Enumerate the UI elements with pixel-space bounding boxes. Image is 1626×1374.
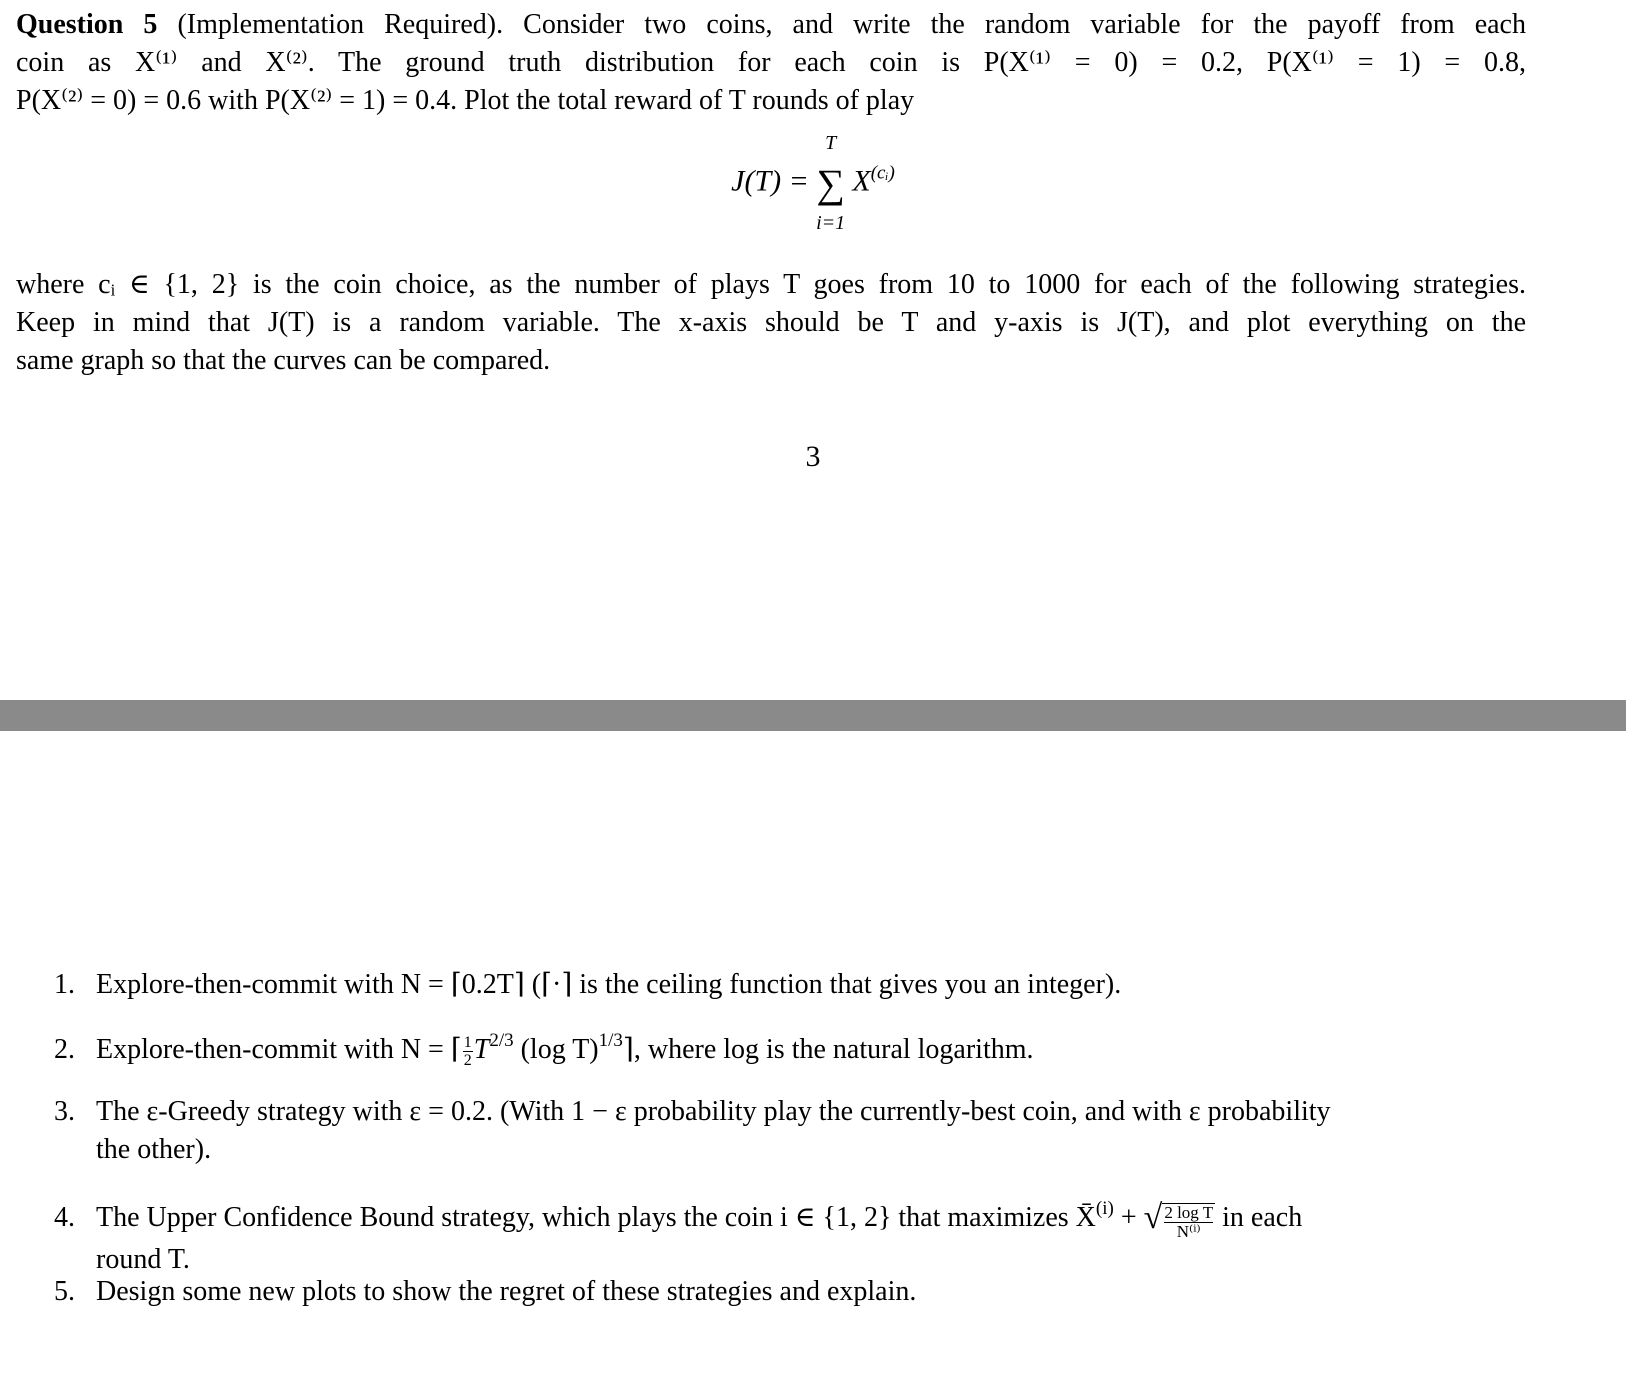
square-root: √ $\frac{\text{2 log T}}{\text{N⁽ⁱ⁾}}$ [1143,1199,1214,1241]
list-number: 4. [54,1202,75,1233]
question-line-3: P(X⁽²⁾ = 0) = 0.6 with P(X⁽²⁾ = 1) = 0.4. Plot the total reward of T rounds of play [16,85,915,116]
equation-term-sup: (cᵢ) [870,162,895,184]
instructions-paragraph [16,266,1526,380]
list-text: Explore-then-commit with N = ⌈ $\frac{1}{2}$ $T^{2/3}$ (log T)$^{1/3}$⌉, where log is the natural logarithm. [96,1030,1034,1070]
question-line-2: coin as X⁽¹⁾ and X⁽²⁾. The ground truth distribution for each coin is P(X⁽¹⁾ = 0) = 0.2, P(X⁽¹⁾ = 1) = 0.8, [16,47,1526,78]
question-line-1: Consider two coins, and write the random variable for the payoff from each [503,9,1526,40]
radical-icon: √ [1143,1199,1163,1236]
list-number: 5. [54,1276,75,1307]
sum-upper-limit: T [825,132,837,154]
page-bottom [0,731,1626,1374]
instructions-line-2: Keep in mind that J(T) is a random variable. The x-axis should be T and y-axis is J(T), and plot everything on the [16,307,1526,338]
list-text: The Upper Confidence Bound strategy, which plays the coin i ∈ {1, 2} that maximizes X̄$^{(i)}$ + √ $\frac{\text{2 log T}}{\text{N⁽ⁱ⁾}}$ in each round T. [96,1198,1303,1275]
summation [816,132,846,234]
equation-term: X [852,164,871,198]
list-number: 1. [54,969,75,1000]
list-text: Explore-then-commit with N = ⌈0.2T⌉ (⌈·⌉ is the ceiling function that gives you an integer). [96,969,1122,1000]
instructions-line-3: same graph so that the curves can be compared. [16,345,551,376]
list-number: 2. [54,1034,75,1065]
sigma-icon: ∑ [816,161,845,206]
sum-lower-limit: i=1 [816,212,846,234]
list-text: The ε-Greedy strategy with ε = 0.2. (With 1 − ε probability play the currently-best coin, and with ε probability the other). [96,1096,1331,1165]
page-divider [0,700,1626,731]
question-label: Question 5 [16,9,158,40]
list-number: 3. [54,1096,75,1127]
question-tag: (Implementation Required). [177,9,504,40]
page-number: 3 [805,440,821,473]
list-text: Design some new plots to show the regret of these strategies and explain. [96,1276,917,1307]
reward-equation [0,132,1626,234]
fraction: $\frac{1}{2}$ [463,1034,472,1070]
instructions-line-1: where cᵢ ∈ {1, 2} is the coin choice, as the number of plays T goes from 10 to 1000 for each of the following strategies. [16,269,1526,300]
equation-lhs: J(T) = [731,164,809,198]
question-paragraph [16,6,1526,120]
